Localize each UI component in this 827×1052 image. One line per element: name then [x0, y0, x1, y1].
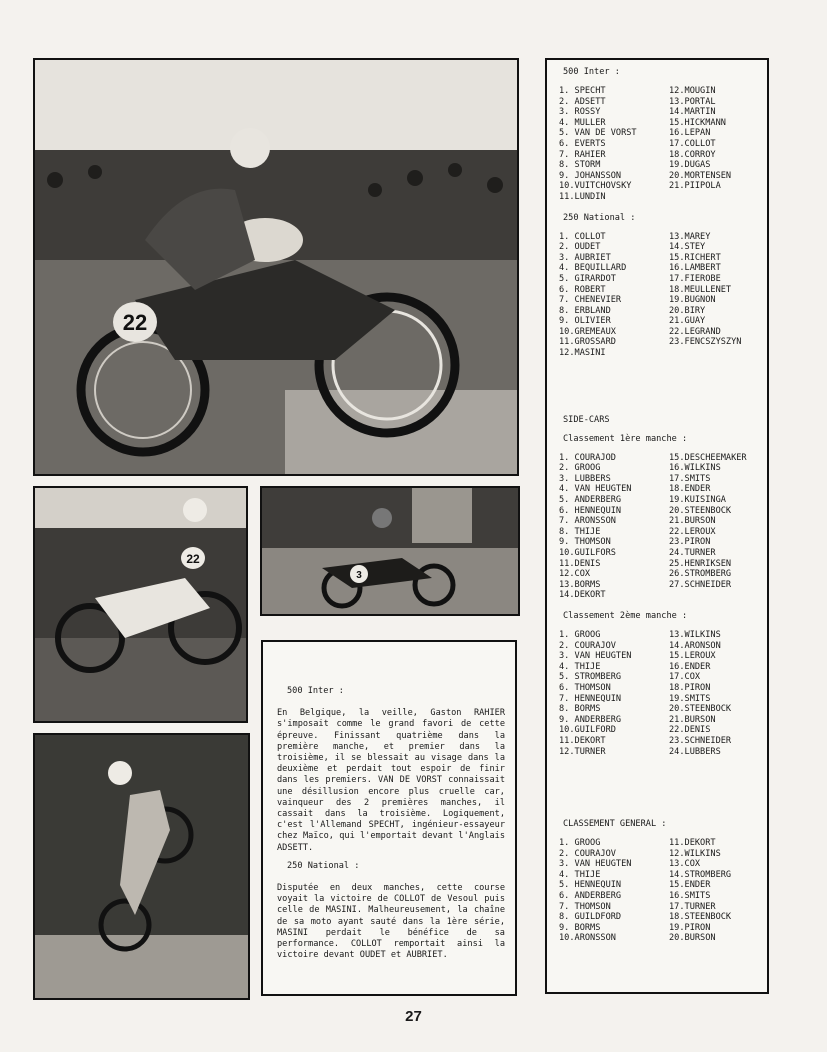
- result-entry: 11.DEKORT: [559, 735, 606, 746]
- result-entry: 20.MORTENSEN: [669, 170, 732, 181]
- result-entry: 17.FIEROBE: [669, 273, 721, 284]
- result-entry: 8. GUILDFORD: [559, 912, 622, 923]
- result-entry: 5. VAN DE VORST: [559, 128, 637, 139]
- jump-photo-left: [33, 486, 248, 723]
- result-entry: 6. ANDERBERG: [559, 891, 622, 902]
- result-entry: 26.STROMBERG: [669, 569, 732, 580]
- result-entry: 4. THIJE: [559, 661, 601, 672]
- result-entry: 3. LUBBERS: [559, 473, 611, 484]
- result-entry: 7. HENNEQUIN: [559, 693, 622, 704]
- result-entry: 13.BORMS: [559, 579, 601, 590]
- results-panel: [545, 58, 769, 994]
- result-entry: 18.ENDER: [669, 484, 711, 495]
- result-entry: 13.WILKINS: [669, 629, 721, 640]
- results-title-manche1: Classement 1ère manche :: [563, 433, 688, 444]
- result-entry: 17.COX: [669, 672, 701, 683]
- result-entry: 9. OLIVIER: [559, 316, 611, 327]
- result-entry: 12.MASINI: [559, 348, 606, 359]
- result-entry: 22.DENIS: [669, 725, 711, 736]
- bike-number: 22: [186, 552, 200, 566]
- result-entry: 2. ADSETT: [559, 96, 606, 107]
- result-entry: 2. COURAJOV: [559, 640, 616, 651]
- result-entry: 14.STROMBERG: [669, 869, 732, 880]
- result-entry: 11.DEKORT: [669, 838, 716, 849]
- result-entry: 7. ARONSSON: [559, 516, 616, 527]
- wheelie-photo: [33, 733, 250, 1000]
- result-entry: 15.DESCHEEMAKER: [669, 452, 747, 463]
- result-entry: 22.LEGRAND: [669, 326, 721, 337]
- result-entry: 15.ENDER: [669, 880, 711, 891]
- result-entry: 4. MULLER: [559, 117, 606, 128]
- result-entry: 20.BURSON: [669, 933, 716, 944]
- result-entry: 14.STEY: [669, 242, 706, 253]
- result-entry: 23.FENCSZYSZYN: [669, 337, 742, 348]
- result-entry: 6. HENNEQUIN: [559, 505, 622, 516]
- result-entry: 21.GUAY: [669, 316, 706, 327]
- result-entry: 19.BUGNON: [669, 295, 716, 306]
- results-table: [559, 232, 767, 359]
- result-entry: 2. GROOG: [559, 463, 601, 474]
- result-entry: 6. EVERTS: [559, 138, 606, 149]
- results-table: [559, 453, 767, 601]
- result-entry: 22.LEROUX: [669, 526, 716, 537]
- result-entry: 11.DENIS: [559, 558, 601, 569]
- result-entry: 5. GIRARDOT: [559, 273, 616, 284]
- result-entry: 20.STEENBOCK: [669, 505, 732, 516]
- cornering-photo: [260, 486, 520, 616]
- result-entry: 7. CHENEVIER: [559, 295, 622, 306]
- result-entry: 12.MOUGIN: [669, 86, 716, 96]
- result-entry: 2. OUDET: [559, 242, 601, 253]
- result-entry: 21.BURSON: [669, 516, 716, 527]
- result-entry: 16.LAMBERT: [669, 263, 721, 274]
- result-entry: 9. THOMSON: [559, 537, 611, 548]
- result-entry: 18.PIRON: [669, 682, 711, 693]
- result-entry: 10.GUILFORD: [559, 725, 616, 736]
- result-entry: 14.DEKORT: [559, 590, 606, 601]
- result-entry: 8. THIJE: [559, 526, 601, 537]
- main-motocross-photo: [33, 58, 519, 476]
- result-entry: 6. THOMSON: [559, 682, 611, 693]
- result-entry: 21.PIIPOLA: [669, 181, 721, 192]
- results-title-250: 250 National :: [563, 212, 636, 223]
- bike-number: 22: [122, 310, 148, 335]
- result-entry: 4. BEQUILLARD: [559, 263, 627, 274]
- result-entry: 24.LUBBERS: [669, 746, 721, 757]
- result-entry: 5. ANDERBERG: [559, 495, 622, 506]
- sidecars-title: SIDE-CARS: [563, 414, 610, 425]
- result-entry: 19.DUGAS: [669, 160, 711, 171]
- result-entry: 20.STEENBOCK: [669, 704, 732, 715]
- result-entry: 14.MARTIN: [669, 107, 716, 118]
- result-entry: 16.SMITS: [669, 891, 711, 902]
- result-entry: 16.WILKINS: [669, 463, 721, 474]
- result-entry: 8. ERBLAND: [559, 305, 611, 316]
- result-entry: 18.STEENBOCK: [669, 912, 732, 923]
- result-entry: 19.KUISINGA: [669, 495, 726, 506]
- result-entry: 4. THIJE: [559, 869, 601, 880]
- result-entry: 17.TURNER: [669, 901, 716, 912]
- result-entry: 11.LUNDIN: [559, 191, 606, 202]
- result-entry: 19.PIRON: [669, 922, 711, 933]
- result-entry: 17.SMITS: [669, 473, 711, 484]
- result-entry: 12.TURNER: [559, 746, 606, 757]
- result-entry: 12.COX: [559, 569, 591, 580]
- result-entry: 18.MEULLENET: [669, 284, 732, 295]
- result-entry: 5. STROMBERG: [559, 672, 622, 683]
- result-entry: 1. SPECHT: [559, 86, 606, 96]
- results-table: [559, 838, 767, 944]
- result-entry: 15.LEROUX: [669, 651, 716, 662]
- result-entry: 10.GREMEAUX: [559, 326, 616, 337]
- result-entry: 11.GROSSARD: [559, 337, 616, 348]
- result-entry: 8. BORMS: [559, 704, 601, 715]
- result-entry: 10.GUILFORS: [559, 548, 616, 558]
- result-entry: 16.LEPAN: [669, 128, 711, 139]
- result-entry: 18.CORROY: [669, 149, 716, 160]
- result-entry: 25.HENRIKSEN: [669, 558, 732, 569]
- result-entry: 13.COX: [669, 859, 701, 870]
- result-entry: 14.ARONSON: [669, 640, 721, 651]
- result-entry: 1. GROOG: [559, 838, 601, 849]
- result-entry: 10.ARONSSON: [559, 933, 616, 944]
- result-entry: 15.RICHERT: [669, 252, 721, 263]
- results-title-manche2: Classement 2ème manche :: [563, 610, 688, 621]
- result-entry: 9. BORMS: [559, 922, 601, 933]
- article-paragraph-500: En Belgique, la veille, Gaston RAHIER s'imposait comme le grand favori de cette épreuve. Finissant quatrième dans la première manche, et premier dans la troisième, il se blessait au visage dans la deuxième et perdait tout espoir de finir dans les premiers. VAN DE VORST connaissait une désillusion encore plus cruelle car, vainqueur des 2 premières manches, il cassait dans la troisième. Logiquement, c'est l'Allemand SPECHT, ingénieur-essayeur chez Maïco, qui l'emportait devant l'Anglais ADSETT.: [277, 708, 505, 853]
- result-entry: 17.COLLOT: [669, 138, 716, 149]
- result-entry: 1. GROOG: [559, 629, 601, 640]
- result-entry: 4. VAN HEUGTEN: [559, 484, 632, 495]
- result-entry: 3. ROSSY: [559, 107, 601, 118]
- result-entry: 23.SCHNEIDER: [669, 735, 732, 746]
- result-entry: 8. STORM: [559, 160, 601, 171]
- result-entry: 5. HENNEQUIN: [559, 880, 622, 891]
- result-entry: 19.SMITS: [669, 693, 711, 704]
- result-entry: 20.BIRY: [669, 305, 706, 316]
- result-entry: 13.MAREY: [669, 231, 711, 242]
- result-entry: 6. ROBERT: [559, 284, 606, 295]
- page-number: 27: [405, 1008, 422, 1025]
- result-entry: 2. COURAJOV: [559, 848, 616, 859]
- result-entry: 1. COURAJOD: [559, 452, 616, 463]
- result-entry: 13.PORTAL: [669, 96, 716, 107]
- result-entry: 27.SCHNEIDER: [669, 579, 732, 590]
- result-entry: 7. THOMSON: [559, 901, 611, 912]
- result-entry: 12.WILKINS: [669, 848, 721, 859]
- result-entry: 3. AUBRIET: [559, 252, 611, 263]
- result-entry: 9. JOHANSSON: [559, 170, 622, 181]
- result-entry: 23.PIRON: [669, 537, 711, 548]
- result-entry: 1. COLLOT: [559, 231, 606, 242]
- result-entry: 7. RAHIER: [559, 149, 606, 160]
- results-title-general: CLASSEMENT GENERAL :: [563, 819, 667, 830]
- results-title-500: 500 Inter :: [563, 67, 620, 77]
- results-table: [559, 630, 767, 757]
- result-entry: 3. VAN HEUGTEN: [559, 651, 632, 662]
- result-entry: 16.ENDER: [669, 661, 711, 672]
- result-entry: 10.VUITCHOVSKY: [559, 181, 632, 192]
- result-entry: 9. ANDERBERG: [559, 714, 622, 725]
- results-table: [559, 86, 767, 203]
- article-heading-500: 500 Inter :: [287, 686, 344, 696]
- result-entry: 21.BURSON: [669, 714, 716, 725]
- result-entry: 3. VAN HEUGTEN: [559, 859, 632, 870]
- race-report-article: [261, 640, 517, 996]
- bike-number: 3: [356, 570, 362, 581]
- article-paragraph-250: Disputée en deux manches, cette course voyait la victoire de COLLOT de Vesoul puis celle de MASINI. Malheureusement, la chaîne de sa moto ayant sauté dans la 1ère série, MASINI perdait le bénéfice de sa performance. COLLOT remportait ainsi la victoire devant OUDET et AUBRIET.: [277, 883, 505, 961]
- result-entry: 15.HICKMANN: [669, 117, 726, 128]
- article-heading-250: 250 National :: [287, 860, 360, 871]
- result-entry: 24.TURNER: [669, 548, 716, 558]
